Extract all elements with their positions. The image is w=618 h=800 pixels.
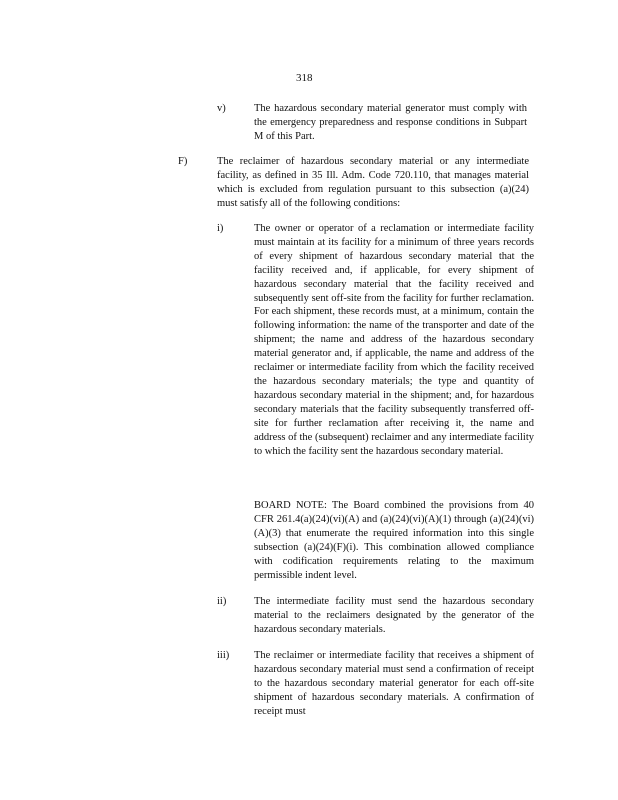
- page-number: 318: [296, 72, 313, 84]
- item-ii-label: ii): [217, 596, 227, 607]
- board-note: [254, 499, 534, 582]
- item-iii-label: iii): [217, 650, 230, 661]
- item-i-label: i): [217, 223, 224, 234]
- board-note-paragraph: BOARD NOTE: The Board combined the provisions from 40 CFR 261.4(a)(24)(vi)(A) and (a)(24)(vi)(A)(1) through (a)(24)(vi)(A)(3) that enumerate the required information into this single subsection (a)(24)(F)(i). This combination allowed compliance with codification requirements relating to the maximum permissible indent level.: [254, 500, 534, 581]
- item-f-label: F): [178, 156, 188, 167]
- item-iii-paragraph: The reclaimer or intermediate facility that receives a shipment of hazardous secondary material must send a confirmation of receipt to the hazardous secondary material generator for each off-site shipment of hazardous secondary materials. A confirmation of receipt must: [254, 650, 534, 717]
- item-ii-text: [254, 595, 534, 637]
- item-ii-paragraph: The intermediate facility must send the hazardous secondary material to the reclaimers designated by the generator of the hazardous secondary materials.: [254, 596, 534, 635]
- item-i-text: [254, 222, 534, 458]
- item-v-paragraph: The hazardous secondary material generator must comply with the emergency preparedness and response conditions in Subpart M of this Part.: [254, 103, 527, 142]
- item-i-paragraph: The owner or operator of a reclamation or intermediate facility must maintain at its facility for a minimum of three years records of every shipment of hazardous secondary material that the facility received and, if applicable, for every shipment of hazardous secondary material that the facility received and subsequently sent off-site from the facility for further reclamation. For each shipment, these records must, at a minimum, contain the following information: the name of the transporter and date of the shipment; the name and address of the hazardous secondary material generator and, if applicable, the name and address of the reclaimer or intermediate facility from which the facility received the hazardous secondary materials; the type and quantity of hazardous secondary material in the shipment; and, for hazardous secondary materials that the facility subsequently transferred off-site for further reclamation after receiving it, the name and address of the (subsequent) reclaimer and any intermediate facility to which the facility sent the hazardous secondary material.: [254, 223, 534, 457]
- item-v-text: [254, 102, 527, 144]
- item-iii-text: [254, 649, 534, 719]
- item-f-text: [217, 155, 529, 211]
- item-f-paragraph: The reclaimer of hazardous secondary material or any intermediate facility, as defined in 35 Ill. Adm. Code 720.110, that manages material which is excluded from regulation pursuant to this subsection (a)(24) must satisfy all of the following conditions:: [217, 156, 529, 209]
- item-v-label: v): [217, 103, 226, 114]
